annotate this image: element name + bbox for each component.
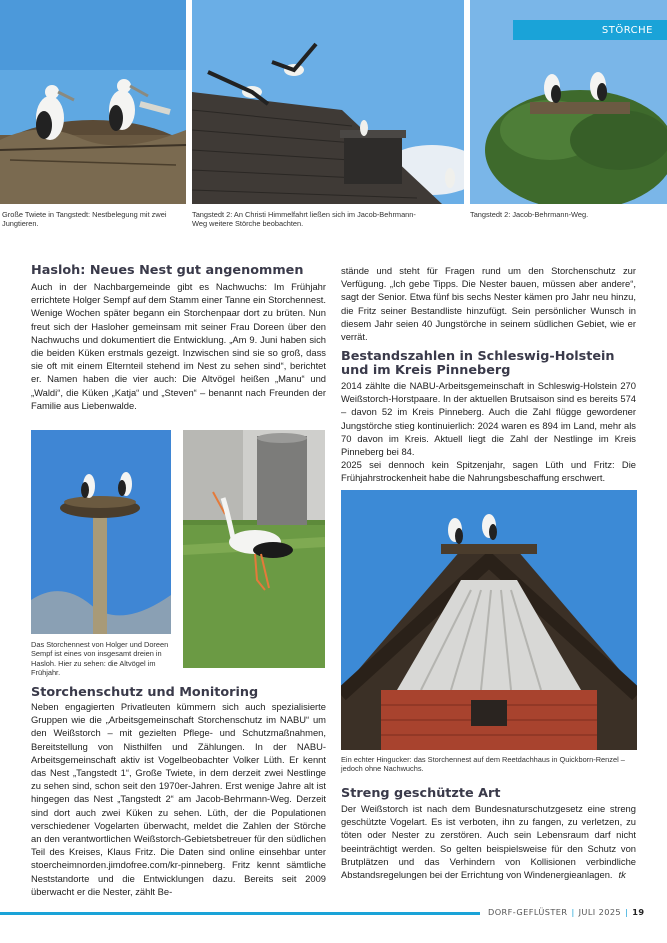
footer-publication: DORF-GEFLÜSTER [488, 907, 568, 917]
photo-nest-grosse-twiete [0, 0, 186, 204]
heading-bestand: Bestandszahlen in Schleswig-Holstein und im Kreis Pinneberg [341, 349, 615, 378]
footer [488, 907, 644, 917]
page-number: 19 [632, 907, 645, 917]
caption-photo6: Ein echter Hingucker: das Storchennest auf dem Reetdachhaus in Quickborn-Renzel – jedoch ohne Nachwuchs. [341, 755, 625, 774]
paragraph-hasloh: Auch in der Nachbargemeinde gibt es Nachwuchs: Im Frühjahr errichtete Holger Sempf auf dem Stamm einer Tanne ein Storchennest. Wenige Wochen später begann ein Storchenpaar dort zu brüten. Nun freut sich der Hasloher gemeinsam mit seiner Frau Doreen über den Nachwuchs und dokumentiert die Entwicklung. „Am 9. Juni haben sich die beiden Küken erstmals gezeigt. Inzwischen sind sie so groß, dass sie oft mit einem Elternteil stehend im Nest zu sehen sind“, berichtet er. Namen haben die vier auch: Die Altvögel heißen „Manu“ und „Waldi“, die Küken „Katja“ und „Steven“ – benannt nach Freunden der Familie aus Liebenwalde. [31, 281, 326, 411]
caption-photo1: Große Twiete in Tangstedt: Nestbelegung mit zwei Jungtieren. [2, 210, 167, 229]
heading-schutzart: Streng geschützte Art [341, 786, 501, 801]
photo-stork-meadow [183, 430, 325, 668]
caption-photo3: Tangstedt 2: Jacob-Behrmann-Weg. [470, 210, 589, 219]
text-schutz-continued [341, 264, 636, 343]
text-schutz [31, 700, 326, 898]
photo-pole-nest [31, 430, 171, 634]
caption-photo2: Tangstedt 2: An Christi Himmelfahrt ließen sich im Jacob-Behrmann-Weg weitere Störche beobachten. [192, 210, 416, 229]
section-tag: STÖRCHE [513, 20, 667, 40]
footer-separator-1: | [571, 907, 575, 917]
photo-thatched-house [341, 490, 637, 750]
paragraph-bestand-1: 2014 zählte die NABU-Arbeitsgemeinschaft in Schleswig-Holstein 270 Weißstorch-Horstpaare. In der aktuellen Brutsaison sind es bereits 574 – davon 52 im Kreis Pinneberg. Auch die Zahl flügge gewordener Jungstörche stieg kontinuierlich: 2024 waren es 894 im Land, mehr als 70 davon im Kreis. Aktuell liegt die Zahl der Nestlinge im Kreis Pinneberg bei 84. [341, 380, 636, 458]
heading-schutz: Storchenschutz und Monitoring [31, 685, 259, 700]
text-bestand [341, 379, 636, 485]
paragraph-schutz: Neben engagierten Privatleuten kümmern sich auch spezialisierte Gruppen wie die „Arbeitsgemeinschaft Storchenschutz im NABU“ um den Weißstorch – mit gezielten Pflege- und Schutzmaßnahmen, Bereitstellung von Nisthilfen und Zählungen. In der NABU-Arbeitsgemeinschaft aktiv ist Vogelbeobachter Volker Lüth. Er kennt das Nest „Tangstedt 1“, Große Twiete, in dem derzeit zwei Nestlinge zu sehen sind, schon seit den 1970er-Jahren. Erst wenige Jahre alt ist hingegen das Nest „Tangstedt 2“ am Jacob-Behrmann-Weg. Derzeit sind dort auch zwei Küken zu sehen. Lüth, der die Populationen verschiedener Vogelarten überwacht, meldet die Zahlen der Störche an den verantwortlichen Weißstorch-Gebietsbetreuer für den südlichen Teil des Kreises, Klaus Fritz. Die Daten sind online einsehbar unter stoercheimnorden.jimdofree.com/kr-pinneberg. Fritz kennt sämtliche Neststandorte und die Entwicklungen dazu. Bereits seit 2009 überwacht er die Nester, zählt Be- [31, 701, 326, 897]
paragraph-schutz-continued: stände und steht für Fragen rund um den Storchenschutz zur Verfügung. „Ich gebe Tipps. Die Nester bauen, müssen aber andere“, sagt der Senior. Etwa fünf bis sechs Nester kämen pro Jahr neu hinzu, die Fritz seiner Bestandliste hinzufügt. Sein persönlicher Wunsch in diesem Jahr seien 40 Jungstörche in seinem südlichen Gebiet, wie er verrät. [341, 265, 636, 343]
heading-hasloh: Hasloh: Neues Nest gut angenommen [31, 263, 304, 278]
paragraph-schutzart: Der Weißstorch ist nach dem Bundesnaturschutzgesetz eine streng geschützte Vogelart. Es ist verboten, ihn zu fangen, zu verletzen, zu töten oder Nester zu zerstören. Auch sein Lebensraum darf nicht beeinträchtigt werden. So gelten beispielsweise für den Schutz von Brutplätzen und das Verhindern von Kollisionen verbindliche Abstandsregelungen bei der Errichtung von Windenergieanlagen. [341, 803, 636, 881]
text-hasloh [31, 280, 326, 412]
paragraph-bestand-2: 2025 sei dennoch kein Spitzenjahr, sagen Lüth und Fritz: Die Frühjahrstrockenheit habe die Nahrungsbeschaffung erschwert. [341, 459, 636, 484]
author-signature: tk [618, 869, 626, 881]
footer-accent-bar [0, 912, 480, 915]
photo-roof-storks [192, 0, 464, 204]
footer-separator-2: | [625, 907, 629, 917]
caption-photo4: Das Storchennest von Holger und Doreen Sempf ist eines von insgesamt dreien in Hasloh. Hier zu sehen: die Altvögel im Frühjahr. [31, 640, 169, 677]
footer-issue: JULI 2025 [578, 907, 622, 917]
text-schutzart [341, 802, 636, 881]
